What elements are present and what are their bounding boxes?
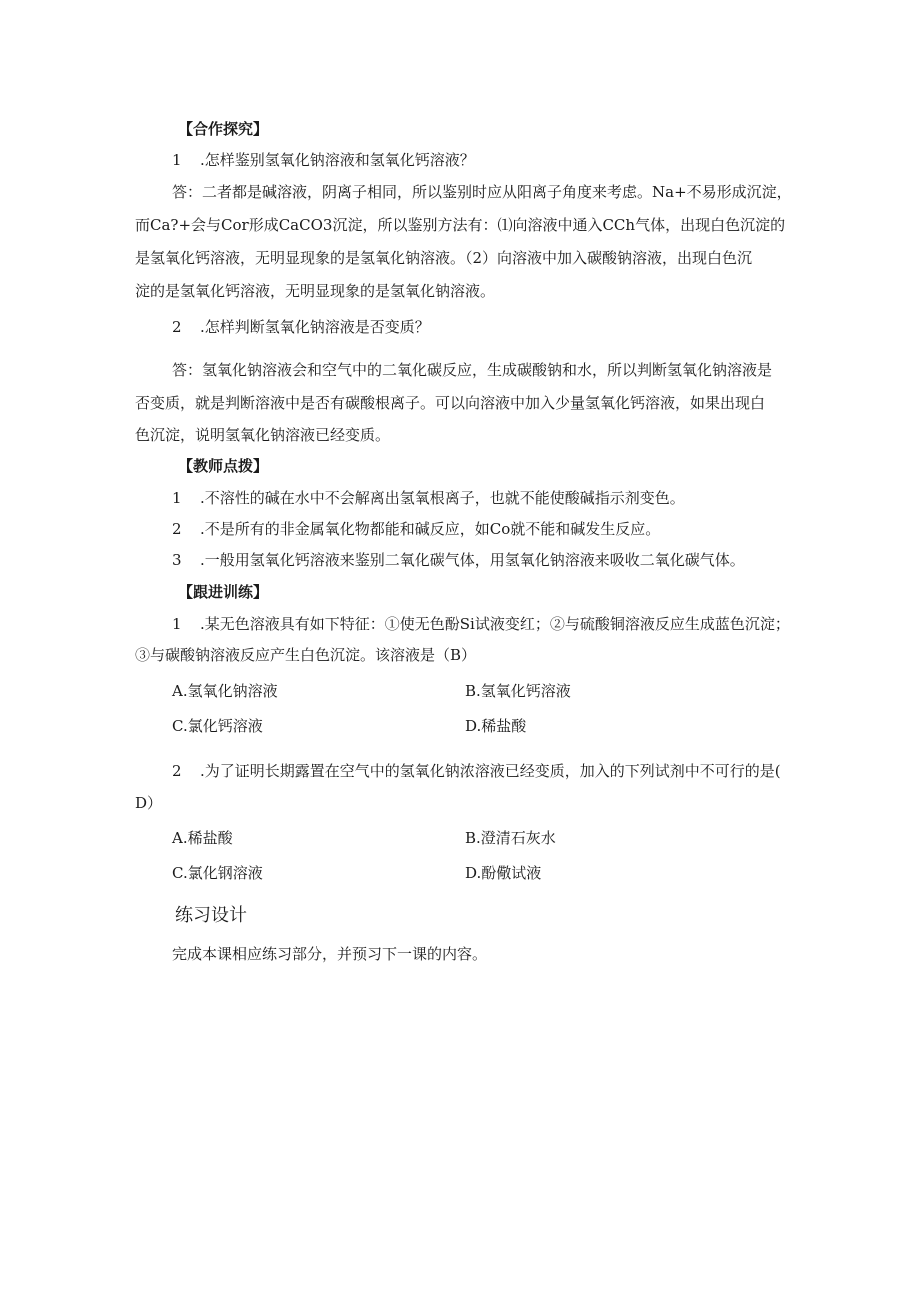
follow-question-1-line-1 <box>172 614 790 634</box>
exercise-text: 完成本课相应练习部分，并预习下一课的内容。 <box>172 945 488 963</box>
option-d: D.酚儆试液 <box>465 864 542 882</box>
tip-number: 2 <box>172 520 182 538</box>
tip-text: .一般用氢氧化钙溶液来鉴别二氧化碳气体，用氢氧化钠溶液来吸收二氧化碳气体。 <box>200 551 745 569</box>
option-c: C.氯化钙溶液 <box>172 717 263 735</box>
option-c: C.氯化钢溶液 <box>172 864 263 882</box>
answer-2-line-3: 色沉淀，说明氢氧化钠溶液已经变质。 <box>135 426 391 444</box>
question-text: .怎样判断氢氧化钠溶液是否变质？ <box>200 318 430 336</box>
question-number: 1 <box>172 615 182 633</box>
tip-text: .不是所有的非金属氧化物都能和碱反应，如Co就不能和碱发生反应。 <box>200 520 661 538</box>
tip-item <box>172 519 660 539</box>
question-number: 2 <box>172 762 182 780</box>
answer-1-line-4: 淀的是氢氧化钙溶液，无明显现象的是氢氧化钠溶液。 <box>135 282 496 300</box>
question-text: .某无色溶液具有如下特征：①使无色酚Si试液变红；②与硫酸铜溶液反应生成蓝色沉淀； <box>200 615 790 633</box>
option-a: A.稀盐酸 <box>172 829 233 847</box>
heading-teacher-tips: 【教师点拨】 <box>178 457 269 475</box>
question-2 <box>172 317 430 337</box>
answer-1-line-3: 是氢氧化钙溶液，无明显现象的是氢氧化钠溶液。（2）向溶液中加入碳酸钠溶液，出现白色沉 <box>135 249 753 267</box>
option-a: A.氢氧化钠溶液 <box>172 682 278 700</box>
question-1 <box>172 150 475 170</box>
heading-cooperative-inquiry: 【合作探究】 <box>178 120 269 138</box>
question-text: .怎样鉴别氢氧化钠溶液和氢氧化钙溶液？ <box>200 151 475 169</box>
answer-2-line-1: 答：氢氧化钠溶液会和空气中的二氧化碳反应，生成碳酸钠和水，所以判断氢氧化钠溶液是 <box>172 361 773 379</box>
tip-item <box>172 488 685 508</box>
option-d: D.稀盐酸 <box>465 717 527 735</box>
follow-question-2-line-1 <box>172 761 781 781</box>
follow-question-2-line-2: D） <box>135 794 163 812</box>
heading-follow-up: 【跟进训练】 <box>178 583 269 601</box>
question-text: .为了证明长期露置在空气中的氢氧化钠浓溶液已经变质，加入的下列试剂中不可行的是( <box>200 762 781 780</box>
follow-question-1-line-2: ③与碳酸钠溶液反应产生白色沉淀。该溶液是（B） <box>135 646 477 664</box>
tip-item <box>172 550 745 570</box>
tip-number: 3 <box>172 551 182 569</box>
question-number: 2 <box>172 318 182 336</box>
tip-number: 1 <box>172 489 182 507</box>
option-b: B.澄清石灰水 <box>465 829 556 847</box>
section-title-exercise: 练习设计 <box>175 905 247 926</box>
tip-text: .不溶性的碱在水中不会解离出氢氧根离子，也就不能使酸碱指示剂变色。 <box>200 489 685 507</box>
question-number: 1 <box>172 151 182 169</box>
answer-1-line-2: 而Ca?+会与Cor形成CaCO3沉淀，所以鉴别方法有：⑴向溶液中通入CCh气体，出现白色沉淀的 <box>135 216 786 234</box>
answer-2-line-2: 否变质，就是判断溶液中是否有碳酸根离子。可以向溶液中加入少量氢氧化钙溶液，如果出现白 <box>135 394 766 412</box>
option-b: B.氢氧化钙溶液 <box>465 682 571 700</box>
answer-1-line-1: 答：二者都是碱溶液，阴离子相同，所以鉴别时应从阳离子角度来考虑。Na+不易形成沉淀， <box>172 183 792 201</box>
